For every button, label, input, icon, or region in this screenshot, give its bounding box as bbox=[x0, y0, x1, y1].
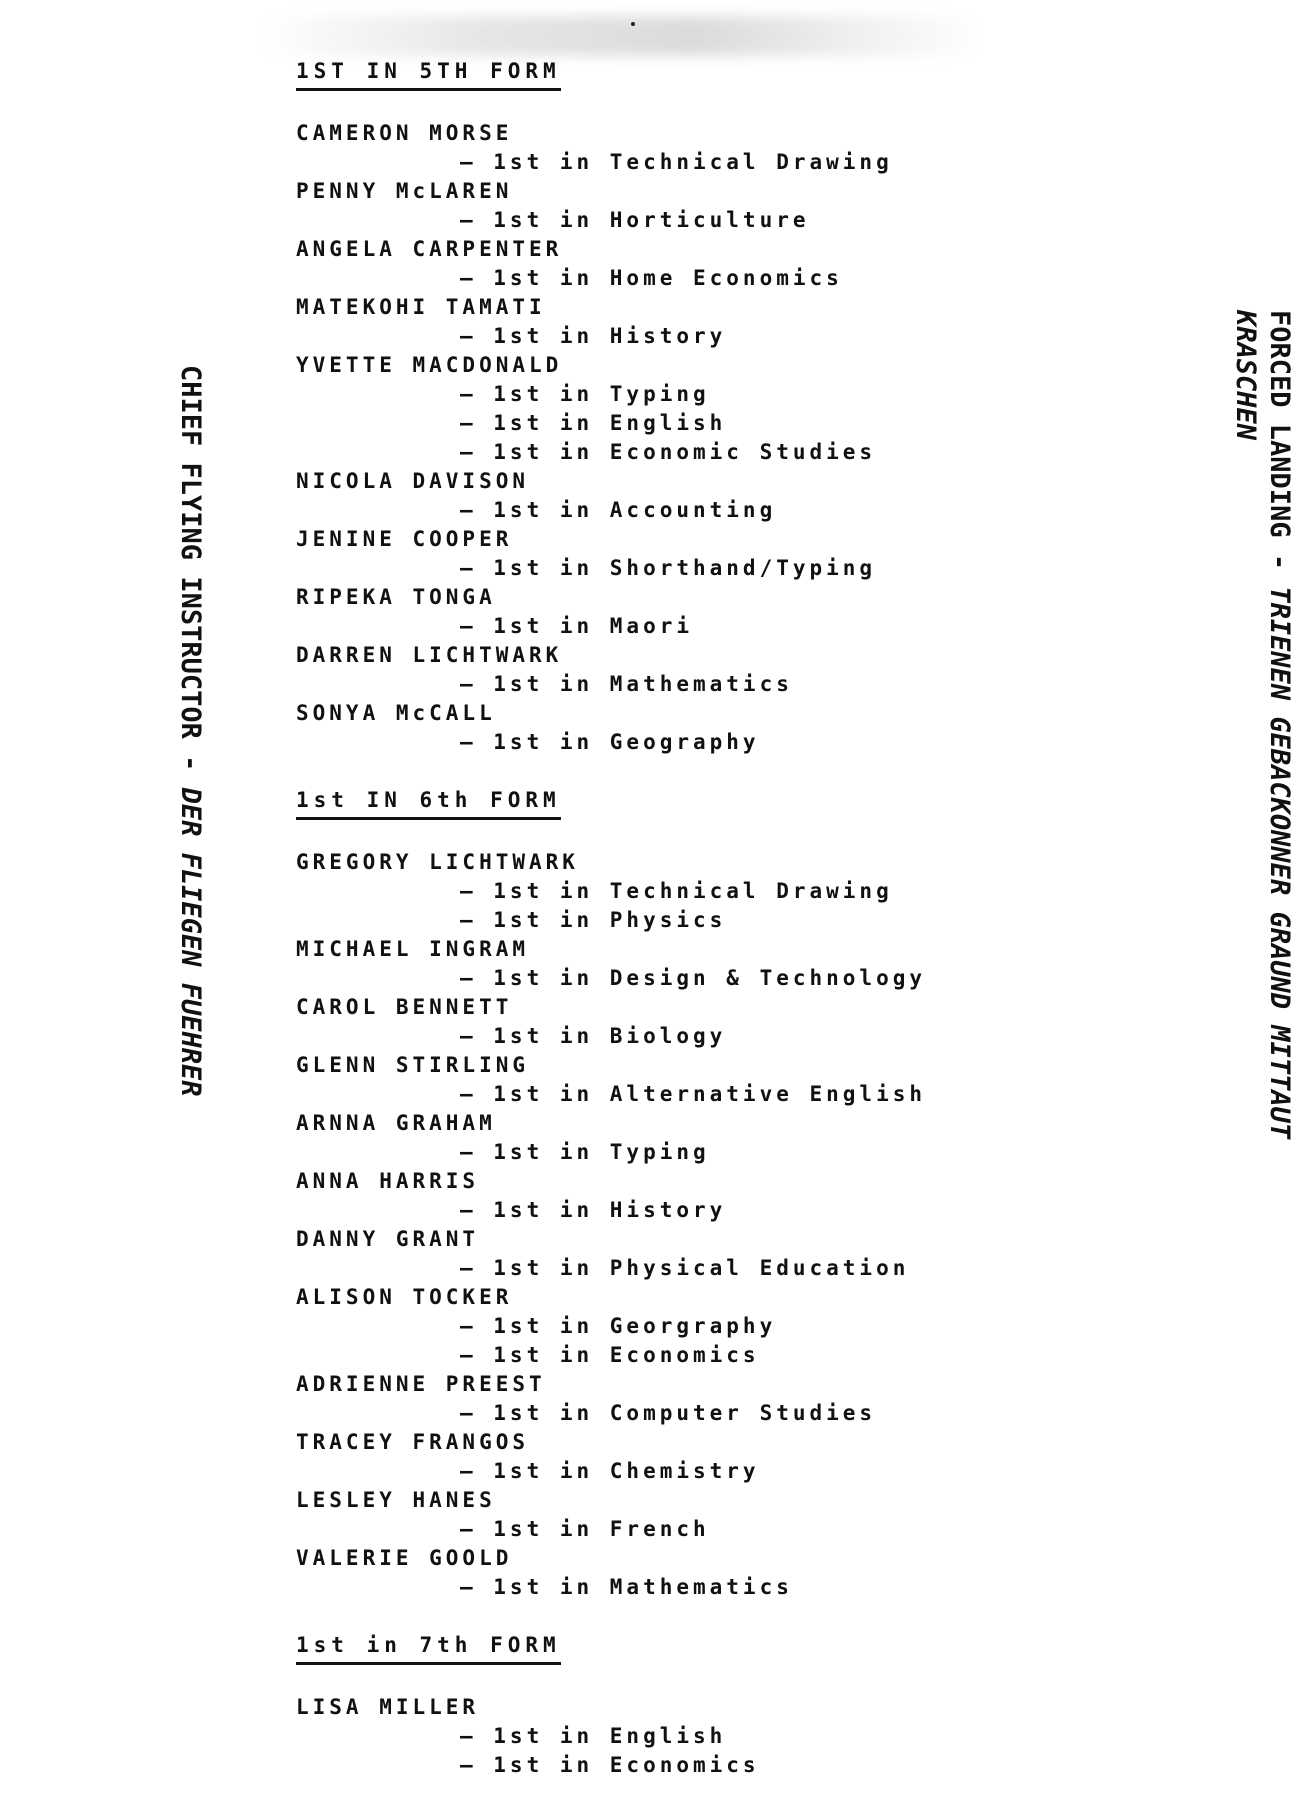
award-line: — 1st in Economic Studies bbox=[460, 440, 877, 464]
scan-smudge bbox=[260, 16, 980, 56]
student-name: MICHAEL INGRAM bbox=[296, 937, 530, 961]
award-line: — 1st in Shorthand/Typing bbox=[460, 556, 877, 580]
student-name: ANGELA CARPENTER bbox=[296, 237, 563, 261]
student-name: DANNY GRANT bbox=[296, 1227, 480, 1251]
student-name: TRACEY FRANGOS bbox=[296, 1430, 530, 1454]
award-line: — 1st in Economics bbox=[460, 1753, 760, 1777]
student-name: ARNNA GRAHAM bbox=[296, 1111, 496, 1135]
right-side-caption bbox=[1228, 310, 1296, 1139]
award-line: — 1st in English bbox=[460, 1724, 727, 1748]
award-line: — 1st in Typing bbox=[460, 382, 710, 406]
form-section bbox=[296, 787, 1116, 1602]
award-line: — 1st in Georgraphy bbox=[460, 1314, 777, 1338]
award-line: — 1st in Physical Education bbox=[460, 1256, 910, 1280]
student-name: YVETTE MACDONALD bbox=[296, 353, 563, 377]
student-name: VALERIE GOOLD bbox=[296, 1546, 513, 1570]
award-line: — 1st in Biology bbox=[460, 1024, 727, 1048]
prize-list bbox=[296, 58, 1116, 1810]
form-section bbox=[296, 1632, 1116, 1780]
student-name: DARREN LICHTWARK bbox=[296, 643, 563, 667]
student-name: CAMERON MORSE bbox=[296, 121, 513, 145]
student-name: LESLEY HANES bbox=[296, 1488, 496, 1512]
award-line: — 1st in Physics bbox=[460, 908, 727, 932]
award-line: — 1st in Mathematics bbox=[460, 672, 793, 696]
section-heading: 1ST IN 5TH FORM bbox=[296, 58, 561, 91]
student-name: CAROL BENNETT bbox=[296, 995, 513, 1019]
award-line: — 1st in Computer Studies bbox=[460, 1401, 877, 1425]
student-name: RIPEKA TONGA bbox=[296, 585, 496, 609]
award-line: — 1st in History bbox=[460, 324, 727, 348]
student-name: JENINE COOPER bbox=[296, 527, 513, 551]
student-name: MATEKOHI TAMATI bbox=[296, 295, 546, 319]
award-line: — 1st in Geography bbox=[460, 730, 760, 754]
left-side-caption bbox=[175, 365, 206, 1097]
award-line: — 1st in Home Economics bbox=[460, 266, 843, 290]
right-caption-plain: FORCED LANDING - bbox=[1264, 310, 1295, 587]
student-name: NICOLA DAVISON bbox=[296, 469, 530, 493]
award-line: — 1st in Alternative English bbox=[460, 1082, 927, 1106]
award-line: — 1st in Maori bbox=[460, 614, 694, 638]
award-line: — 1st in French bbox=[460, 1517, 710, 1541]
right-caption-line2: KRASCHEN bbox=[1230, 310, 1261, 441]
award-line: — 1st in Chemistry bbox=[460, 1459, 760, 1483]
form-section bbox=[296, 58, 1116, 757]
left-caption-plain: CHIEF FLYING INSTRUCTOR - bbox=[175, 365, 206, 788]
student-name: GREGORY LICHTWARK bbox=[296, 850, 579, 874]
award-line: — 1st in English bbox=[460, 411, 727, 435]
section-heading: 1st in 7th FORM bbox=[296, 1632, 561, 1665]
student-name: ADRIENNE PREEST bbox=[296, 1372, 546, 1396]
student-name: GLENN STIRLING bbox=[296, 1053, 530, 1077]
student-name: SONYA McCALL bbox=[296, 701, 496, 725]
award-line: — 1st in History bbox=[460, 1198, 727, 1222]
award-line: — 1st in Design & Technology bbox=[460, 966, 927, 990]
section-heading: 1st IN 6th FORM bbox=[296, 787, 561, 820]
student-name: PENNY McLAREN bbox=[296, 179, 513, 203]
left-caption-italic: DER FLIEGEN FUEHRER bbox=[175, 787, 206, 1097]
award-line: — 1st in Accounting bbox=[460, 498, 777, 522]
scan-speck bbox=[631, 22, 635, 26]
student-name: ALISON TOCKER bbox=[296, 1285, 513, 1309]
award-line: — 1st in Technical Drawing bbox=[460, 879, 893, 903]
award-line: — 1st in Technical Drawing bbox=[460, 150, 893, 174]
award-line: — 1st in Typing bbox=[460, 1140, 710, 1164]
student-name: LISA MILLER bbox=[296, 1695, 480, 1719]
student-name: ANNA HARRIS bbox=[296, 1169, 480, 1193]
award-line: — 1st in Mathematics bbox=[460, 1575, 793, 1599]
award-line: — 1st in Economics bbox=[460, 1343, 760, 1367]
right-caption-italic: TRIENEN GEBACKONNER GRAUND MITTAUT bbox=[1264, 586, 1295, 1140]
award-line: — 1st in Horticulture bbox=[460, 208, 810, 232]
